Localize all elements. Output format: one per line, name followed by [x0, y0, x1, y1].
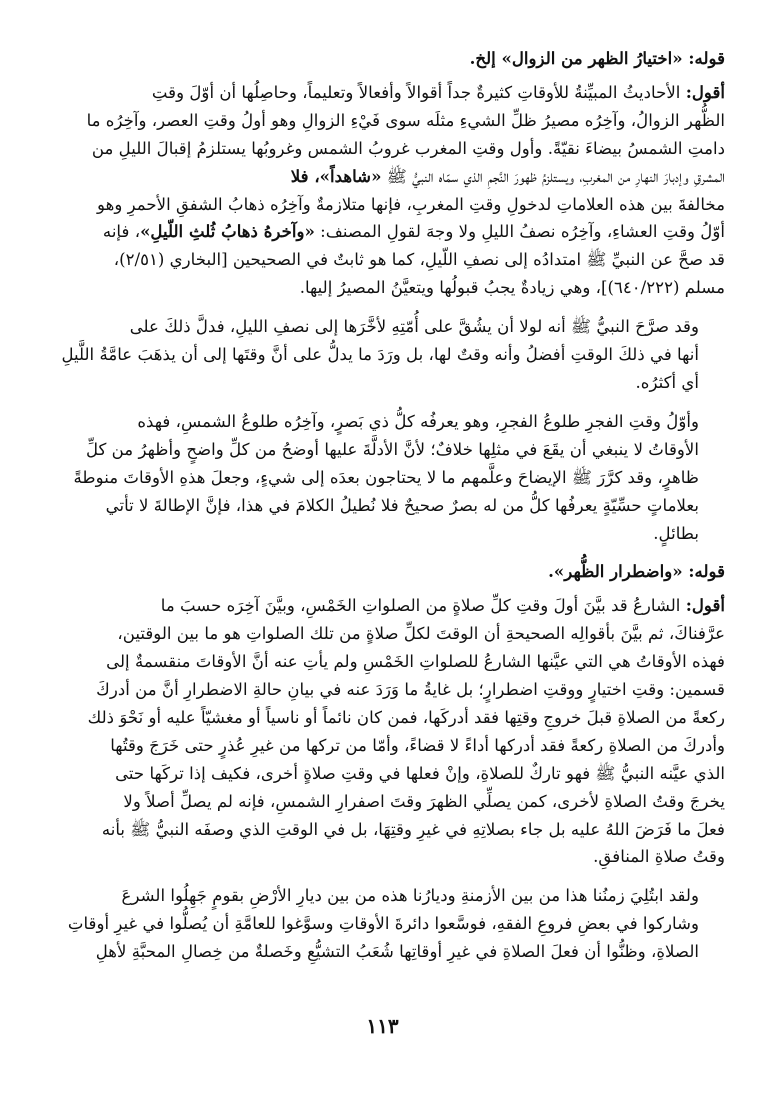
section-heading-2: [42, 558, 725, 586]
paragraph-line: مخالفةَ بين هذه العلاماتِ لدخولِ وقتِ المغربِ، فإنها متلازمةٌ وآخِرُه ذهابُ الشفقِ الأحمرِ وهو: [97, 194, 725, 214]
paragraph-line: الذي عيَّنه النبيُّ ﷺ فهو تاركٌ للصلاةِ، وإنْ فعلها في وقتِ صلاةٍ أخرى، فكيف إذا تركَها حتى: [115, 763, 725, 783]
page-body: [42, 45, 725, 977]
paragraph-line: وقد صرَّحَ النبيُّ ﷺ أنه لولا أن يشُقَّ على أُمّتِهِ لأخَّرَها إلى نصفِ الليلِ، فدلَّ ذلكَ على: [129, 317, 699, 337]
paragraph-line: يخرجَ وقتُ الصلاةِ لأخرى، كمن يصلِّي الظهرَ وقتَ اصفرارِ الشمسِ، فإنه لم يصلِّ أصلاً ولا: [123, 791, 725, 811]
paragraph-line: وأدركَ من الصلاةِ ركعةً فقد أدركها أداءً لا قضاءً، وأمّا من تركها من غيرِ عُذرٍ حتى خَرَجَ وقتُها: [110, 735, 725, 755]
paragraph-4: [42, 592, 725, 871]
paragraph-line: [42, 592, 725, 620]
paragraph-line: الظُّهر الزوالُ، وآخِرُه مصيرُ ظلِّ الشيءِ مثلَه سوى فَيْءِ الزوالِ وهو أولُ وقتِ العصر، وآخِرُه ما: [86, 110, 725, 130]
heading-text: قوله: «واضطرار الظُّهر».: [548, 561, 725, 582]
paragraph-line: أنها في ذلكَ الوقتِ أفضلُ وأنه وقتٌ لها، بل ورَدَ ما يدلُّ على أنَّ وقتَها إلى أن يذهَبَ عامَّةُ اللَّيلِ: [61, 345, 699, 365]
paragraph-line: وأوّلُ وقتِ الفجرِ طلوعُ الفجرِ، وهو يعرفُه كلُّ ذي بَصرٍ، وآخِرُه طلوعُ الشمسِ، فهذه: [137, 411, 699, 431]
paragraph-2: [42, 313, 725, 397]
line-text: ، فإنه: [102, 222, 141, 242]
paragraph-line: بطائلٍ.: [653, 523, 699, 543]
line-text: الأحاديثُ المبيِّنةُ للأوقاتِ كثيرةٌ جداً أقوالاً وأفعالاً وتعليماً، وحاصِلُها أن أوّلَ وقتِ: [151, 82, 681, 102]
paragraph-line: وقتُ صلاةِ المنافقِ.: [593, 847, 725, 867]
paragraph-line: [42, 218, 725, 246]
paragraph-line: فعلَ ما فَرَضَ اللهُ عليه بل جاء بصلاتِهِ في غيرِ وقتِهَا، بل في الوقتِ الذي وصفَه النبيُّ ﷺ بأنه: [101, 819, 725, 839]
paragraph-line: [42, 79, 725, 107]
line-text: المشرقِ وإدبارَ النهارِ من المغربِ، ويستلزمُ ظهورَ النَّجمِ الذي سمّاه النبيُّ ﷺ: [386, 166, 725, 186]
paragraph-line: قسمين: وقتِ اختيارٍ ووقتِ اضطرارٍ؛ بل غايةُ ما وَرَدَ عنه في بيانِ حالةِ الاضطرارِ أنَّ من أدركَ: [96, 680, 725, 700]
line-text: أوّلُ وقتِ العشاءِ، وآخِرُه نصفُ الليلِ ولا وجهَ لقولِ المصنف:: [320, 222, 725, 242]
paragraph-line: الأوقاتُ لا ينبغي أن يقَعَ في مثلِها خلافٌ؛ لأنَّ الأدلَّةَ عليها أوضحُ من كلِّ واضحٍ وأظهرُ من كلِّ: [85, 439, 699, 459]
paragraph-5: [42, 882, 725, 966]
page-number: ١١٣: [366, 1014, 399, 1038]
paragraph-line: وشاركوا في بعضِ فروعِ الفقهِ، فوسَّعوا دائرةَ الأوقاتِ وسوَّغوا للعامَّةِ أن يُصلُّوا في غيرِ أوقاتِ: [67, 914, 699, 934]
paragraph-line: عرَّفناكَ، ثم بيَّنَ بأقوالِه الصحيحةِ أن الوقتَ لكلِّ صلاةٍ من تلك الصلواتِ هو ما بين الوقتين،: [117, 624, 725, 644]
paragraph-1: [42, 79, 725, 302]
paragraph-line: قد صحَّ عن النبيِّ ﷺ امتدادُه إلى نصفِ اللّيلِ، كما هو ثابتٌ في الصحيحين [البخاري (٢/٥١)،: [113, 250, 725, 270]
paragraph-line: [42, 163, 725, 191]
aqul-label: أقول:: [685, 595, 725, 616]
paragraph-line: أي أكثرُه.: [635, 372, 699, 392]
paragraph-line: دامتِ الشمسُ بيضاءَ نقيّةً. وأول وقتِ المغرب غروبُ الشمس وغروبُها يستلزمُ إقبالَ الليلِ من: [91, 138, 725, 158]
paragraph-line: بعلاماتٍ حسِّيّةٍ يعرفُها كلُّ من له بصرٌ صحيحٌ فلا نُطيلُ الكلامَ في هذا، فإنَّ الإطالةَ لا تأتي: [105, 495, 699, 515]
paragraph-line: ركعةً من الصلاةِ قبلَ خروجِ وقتِها فقد أدركَها، فمن كان نائماً أو ناسياً أو مغشيّاً عليه أو نَحْوَ ذلك: [87, 707, 725, 727]
section-heading-1: [42, 45, 725, 73]
paragraph-line: ظاهرٍ، وقد كرَّرَ ﷺ الإيضاحَ وعلَّمهم ما لا يحتاجون بعدَه إلى شيءٍ، وجعلَ هذهِ الأوقاتَ منوطةً: [73, 467, 699, 487]
paragraph-line: مسلم (٦٤٠/٢٢٢)]، وهي زيادةٌ يجبُ قبولُها ويتعيَّنُ المصيرُ إليها.: [299, 278, 725, 298]
line-text: الشارعُ قد بيَّنَ أولَ وقتِ كلِّ صلاةٍ من الصلواتِ الخَمْسِ، وبيَّنَ آخِرَه حسبَ ما: [160, 596, 681, 616]
heading-text: قوله: «اختيارُ الظهر من الزوال» إلخ.: [469, 48, 725, 68]
paragraph-line: فهذه الأوقاتُ هي التي عيَّنها الشارعُ للصلواتِ الخَمْسِ ولم يأتِ عنه أنَّ الأوقاتَ منقسمةٌ إلى: [106, 652, 725, 672]
paragraph-line: ولقد ابتُلِيَ زمنُنا هذا من بين الأزمنةِ وديارُنا هذه من بين ديارِ الأرْضِ بقومٍ جَهِلُوا الشرعَ: [121, 886, 699, 906]
paragraph-3: [42, 408, 725, 548]
quoted-term: «شاهداً»، فلا: [290, 165, 382, 186]
quoted-term: «وآخرهُ ذهابُ ثُلثِ اللّيلِ»: [140, 221, 315, 242]
paragraph-line: الصلاةِ، وظنُّوا أن فعلَ الصلاةِ في غيرِ أوقاتِها شُعَبُ التشيُّعِ وخَصلةٌ من خِصالِ المحبَّةِ لأهلِ: [95, 942, 699, 962]
aqul-label: أقول:: [685, 81, 725, 102]
